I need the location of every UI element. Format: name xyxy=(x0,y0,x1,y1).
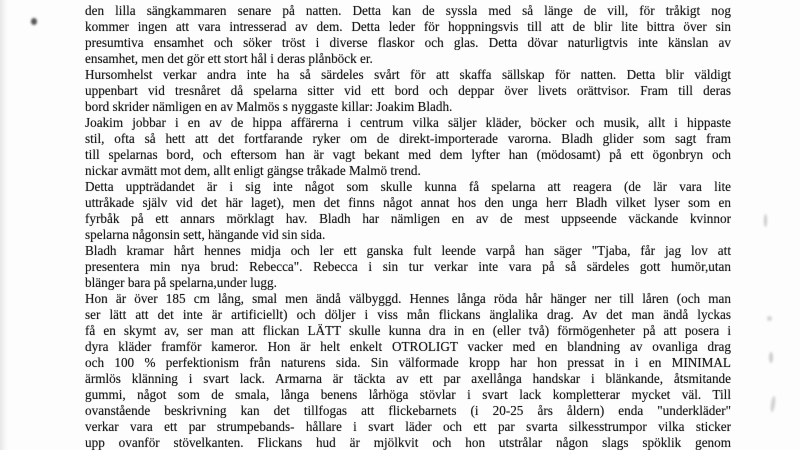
ink-smudge xyxy=(769,352,773,363)
text-line xyxy=(85,243,731,259)
text-line xyxy=(85,163,731,179)
text-line-content: dyra kläder framför kameror. Hon är helt enkelt OTROLIGT vacker med en blandning av ovanliga drag xyxy=(85,339,731,354)
text-line-content: till spelarnas bord, och eftersom han är vagt bekant med dem lyfter han (mödosamt) på ett ögonbryn och xyxy=(85,147,731,162)
paragraph xyxy=(85,3,731,67)
text-line-content: bord skrider nämligen en av Malmös s nyggaste killar: Joakim Bladh. xyxy=(85,99,453,114)
text-line-content: ser lätt att det inte är artificiellt) och döljer i viss mån flickans änglalika drag. Av det man ändå lyckas xyxy=(85,307,731,322)
text-line xyxy=(85,195,731,211)
text-line xyxy=(85,51,731,67)
text-line xyxy=(85,435,731,450)
text-line xyxy=(85,339,731,355)
text-line-content: Bladh kramar hårt hennes midja och ler ett ganska fult leende varpå han säger "Tjaba, får jag lov att xyxy=(85,243,731,258)
text-line xyxy=(85,275,731,291)
text-line xyxy=(85,291,731,307)
text-line-content: blänger bara på spelarna,under lugg. xyxy=(85,275,277,290)
text-line xyxy=(85,131,731,147)
paragraph xyxy=(85,67,731,115)
text-line-content: den lilla sängkammaren senare på natten. Detta kan de syssla med så länge de vill, för tråkigt nog xyxy=(85,3,731,18)
text-line-content: kommer ingen att vara intresserad av dem. Detta leder för hoppningsvis till att de blir lite bittra över sin xyxy=(85,19,731,34)
text-line-content: stil, ofta så hett att det fortfarande ryker om de direkt-importerade varorna. Bladh glider som sagt fram xyxy=(85,131,731,146)
ink-smudge xyxy=(764,214,767,227)
text-line-content: uttråkade själv vid det här laget), men det finns något annat hos den unga herr Bladh vilket lyser som en xyxy=(85,195,731,210)
text-line xyxy=(85,19,731,35)
text-line-content: spelarna någonsin sett, hängande vid sin sida. xyxy=(85,227,326,242)
text-line-content: upp ovanför stövelkanten. Flickans hud är mjölkvit och hon utstrålar någon slags spöklik genom xyxy=(85,435,731,450)
text-line xyxy=(85,387,731,403)
text-line-content: ovanstående beskrivning kan det tillfogas att flickebarnets (i 20-25 års åldern) enda "underkläder" xyxy=(85,403,731,418)
paragraph xyxy=(85,115,731,179)
document-text xyxy=(85,3,731,450)
paragraph xyxy=(85,291,731,450)
text-line-content: verkar vara ett par strumpebands- hållare i svart läder och ett par svarta silkesstrumpor vilka sticker xyxy=(85,419,731,434)
text-line-content: Detta uppträdandet är i sig inte något som skulle kunna få spelarna att reagera (de lär vara lite xyxy=(85,179,731,194)
text-line-content: fyrbåk på ett annars mörklagt hav. Bladh har nämligen en av de mest uppseende väckande kvinnor xyxy=(85,211,731,226)
paragraph xyxy=(85,179,731,243)
text-line-content: gummi, något som de smala, långa benens lårhöga stövlar i svart lack kompletterar mycket väl. Till xyxy=(85,387,731,402)
paragraph xyxy=(85,243,731,291)
text-line xyxy=(85,99,731,115)
text-line xyxy=(85,147,731,163)
text-line-content: få en skymt av, ser man att flickan LÄTT skulle kunna dra in en (eller två) förmögenheter på att posera i xyxy=(85,323,731,338)
text-line-content: presumtiva ensamhet och söker tröst i diverse flaskor och glas. Detta dövar naturligtvis inte känslan av xyxy=(85,35,731,50)
text-line xyxy=(85,323,731,339)
text-line xyxy=(85,179,731,195)
text-line xyxy=(85,355,731,371)
text-line xyxy=(85,227,731,243)
ink-smudge xyxy=(770,396,776,412)
text-line xyxy=(85,35,731,51)
text-line xyxy=(85,259,731,275)
text-line-content: uppenbart vid tresnåret då spelarna sitter vid ett bord och deppar över livets orättvisor. Fram till deras xyxy=(85,83,731,98)
text-line-content: Hon är över 185 cm lång, smal men ändå välbyggd. Hennes långa röda hår hänger ner till låren (och man xyxy=(85,291,731,306)
text-line xyxy=(85,307,731,323)
text-line-content: ensamhet, men det gör ett stort hål i deras plånböck er. xyxy=(85,51,373,66)
ink-smudge xyxy=(767,316,772,321)
text-line-content: Joakim jobbar i en av de hippa affärerna i centrum vilka säljer kläder, böcker och musik, allt i hippaste xyxy=(85,115,731,130)
scan-edge-artifact xyxy=(0,0,8,450)
text-line xyxy=(85,83,731,99)
text-line xyxy=(85,419,731,435)
text-line xyxy=(85,403,731,419)
ink-smudge xyxy=(31,18,37,25)
text-line xyxy=(85,115,731,131)
text-line-content: nickar avmätt mot dem, allt enligt gängse tråkade Malmö trend. xyxy=(85,163,421,178)
text-line-content: Hursomhelst verkar andra inte ha så särdeles svårt för att skaffa sällskap för natten. Detta blir väldigt xyxy=(85,67,731,82)
text-line-content: ärmlös klänning i svart lack. Armarna är täckta av ett par axellånga handskar i blänkande, åtsmitande xyxy=(85,371,731,386)
text-line xyxy=(85,67,731,83)
text-line xyxy=(85,3,731,19)
text-line xyxy=(85,211,731,227)
text-line-content: och 100 % perfektionism från naturens sida. Sin välformade kropp har hon pressat in i en MINIMAL xyxy=(85,355,731,370)
text-line-content: presentera min nya brud: Rebecca". Rebecca i sin tur verkar inte vara på så särdeles gott humör,utan xyxy=(85,259,731,274)
text-line xyxy=(85,371,731,387)
